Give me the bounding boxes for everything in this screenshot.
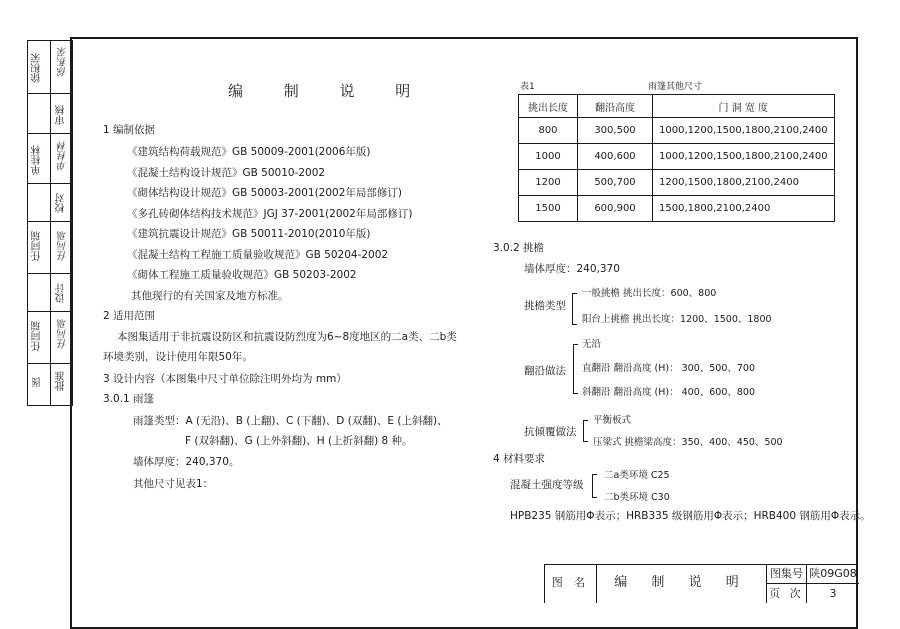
cell: 800 bbox=[519, 118, 578, 144]
cell: 400,600 bbox=[578, 144, 653, 170]
cell: 600,900 bbox=[578, 196, 653, 222]
brace bbox=[583, 420, 588, 442]
section1-heading: 1 编制依据 bbox=[103, 124, 156, 136]
design-label: 设计 bbox=[56, 283, 67, 303]
eave-type-label: 挑檐类型 bbox=[524, 300, 566, 312]
brace bbox=[592, 474, 597, 498]
cell: 1200,1500,1800,2100,2400 bbox=[653, 170, 835, 196]
page-label: 页 次 bbox=[767, 584, 807, 603]
section4-heading: 4 材料要求 bbox=[493, 453, 546, 465]
header-cantilever: 挑出长度 bbox=[519, 95, 578, 118]
flange-label: 翻沿做法 bbox=[524, 365, 566, 377]
anti-overturn-label: 抗倾覆做法 bbox=[524, 426, 577, 438]
approver-name: 任同瑞 bbox=[32, 321, 43, 351]
brace bbox=[573, 344, 578, 394]
concrete-grade-label: 混凝土强度等级 bbox=[510, 479, 584, 491]
flange-option-3: 斜翻沿 翻沿高度 (H)： 400、600、800 bbox=[582, 387, 756, 398]
scope-line-1: 本图集适用于非抗震设防区和抗震设防烈度为6~8度地区的二a类、二b类 bbox=[117, 331, 457, 343]
reviewer-signature: 徐积荣 bbox=[58, 47, 69, 77]
designer-name: 任同瑞 bbox=[32, 231, 43, 261]
atlas-number: 陕09G08 bbox=[807, 565, 859, 584]
canopy-types-line-1: 雨篷类型：A (无沿)、B (上翻)、C (下翻)、D (双翻)、E (上斜翻)、 bbox=[133, 415, 448, 427]
page-number: 3 bbox=[829, 587, 837, 600]
figure-label: 图 bbox=[32, 377, 43, 387]
reference-4: 《多孔砖砌体结构技术规范》JGJ 37-2001(2002年局部修订) bbox=[127, 208, 413, 220]
concrete-grade-1: 二a类环境 C25 bbox=[604, 470, 670, 481]
section302-heading: 3.0.2 挑檐 bbox=[493, 242, 545, 254]
cell: 1500,1800,2100,2400 bbox=[653, 196, 835, 222]
table1-caption: 雨篷其他尺寸 bbox=[648, 82, 703, 92]
cell: 1000,1200,1500,1800,2100,2400 bbox=[653, 118, 835, 144]
brace bbox=[572, 293, 577, 325]
section3-heading: 3 设计内容（本图集中尺寸单位除注明外均为 mm） bbox=[103, 373, 347, 385]
cell: 1200 bbox=[519, 170, 578, 196]
cell: 1000 bbox=[519, 144, 578, 170]
reference-5: 《建筑抗震设计规范》GB 50011-2010(2010年版) bbox=[127, 228, 371, 240]
figure-name-label: 图 名 bbox=[545, 565, 597, 603]
signoff-strip bbox=[27, 40, 73, 406]
wall-thickness-eave: 墙体厚度：240,370 bbox=[524, 263, 620, 275]
concrete-grade-2: 二b类环境 C30 bbox=[604, 492, 670, 503]
checker-signature: 单桂林 bbox=[58, 141, 69, 171]
flange-option-1: 无沿 bbox=[582, 339, 602, 350]
approver-signature: 任同瑞 bbox=[58, 319, 69, 349]
other-standards: 其他现行的有关国家及地方标准。 bbox=[131, 290, 289, 302]
eave-type-1: 一般挑檐 挑出长度：600、800 bbox=[582, 288, 717, 299]
table-row bbox=[519, 118, 835, 144]
anti-option-2: 压梁式 挑檐梁高度：350、400、450、500 bbox=[593, 437, 783, 448]
canopy-types-line-2: F (双斜翻)、G (上外斜翻)、H (上折斜翻) 8 种。 bbox=[185, 435, 413, 447]
other-sizes-note: 其他尺寸见表1： bbox=[133, 478, 214, 490]
figure-name: 编 制 说 明 bbox=[597, 565, 767, 603]
reviewer-name: 徐积荣 bbox=[32, 53, 43, 83]
rebar-note: HPB235 钢筋用Φ表示；HRB335 级钢筋用Φ表示；HRB400 钢筋用Φ表示。 bbox=[510, 510, 871, 522]
eave-type-2: 阳台上挑檐 挑出长度：1200、1500、1800 bbox=[582, 314, 772, 325]
approve-label: 批准 bbox=[56, 371, 67, 391]
header-flange-height: 翻沿高度 bbox=[578, 95, 653, 118]
table-row bbox=[519, 170, 835, 196]
cell: 1500 bbox=[519, 196, 578, 222]
reference-6: 《混凝土结构工程施工质量验收规范》GB 50204-2002 bbox=[127, 249, 389, 261]
cell: 500,700 bbox=[578, 170, 653, 196]
flange-option-2: 直翻沿 翻沿高度 (H)： 300、500、700 bbox=[582, 363, 756, 374]
table-row bbox=[519, 196, 835, 222]
cell: 300,500 bbox=[578, 118, 653, 144]
anti-option-1: 平衡板式 bbox=[593, 415, 632, 426]
designer-signature: 任同瑞 bbox=[58, 231, 69, 261]
canopy-size-table bbox=[518, 94, 835, 222]
table-header-row bbox=[519, 95, 835, 118]
review-label: 审核 bbox=[56, 105, 67, 125]
wall-thickness-canopy: 墙体厚度：240,370。 bbox=[133, 456, 240, 468]
reference-3: 《砌体结构设计规范》GB 50003-2001(2002年局部修订) bbox=[127, 187, 403, 199]
table1-label: 表1 bbox=[520, 82, 535, 92]
scope-line-2: 环境类别，设计使用年限50年。 bbox=[103, 351, 253, 363]
title-block bbox=[544, 564, 858, 603]
reference-2: 《混凝土结构设计规范》GB 50010-2002 bbox=[127, 167, 326, 179]
reference-7: 《砌体工程施工质量验收规范》GB 50203-2002 bbox=[127, 269, 357, 281]
table-row bbox=[519, 144, 835, 170]
check-label: 校对 bbox=[56, 193, 67, 213]
checker-name: 单桂林 bbox=[32, 145, 43, 175]
atlas-no-label: 图集号 bbox=[767, 565, 807, 584]
cell: 1000,1200,1500,1800,2100,2400 bbox=[653, 144, 835, 170]
header-door-width: 门 洞 宽 度 bbox=[653, 95, 835, 118]
section301-heading: 3.0.1 雨篷 bbox=[103, 393, 155, 405]
section2-heading: 2 适用范围 bbox=[103, 310, 156, 322]
reference-1: 《建筑结构荷载规范》GB 50009-2001(2006年版) bbox=[127, 146, 371, 158]
page-title: 编 制 说 明 bbox=[228, 82, 429, 100]
